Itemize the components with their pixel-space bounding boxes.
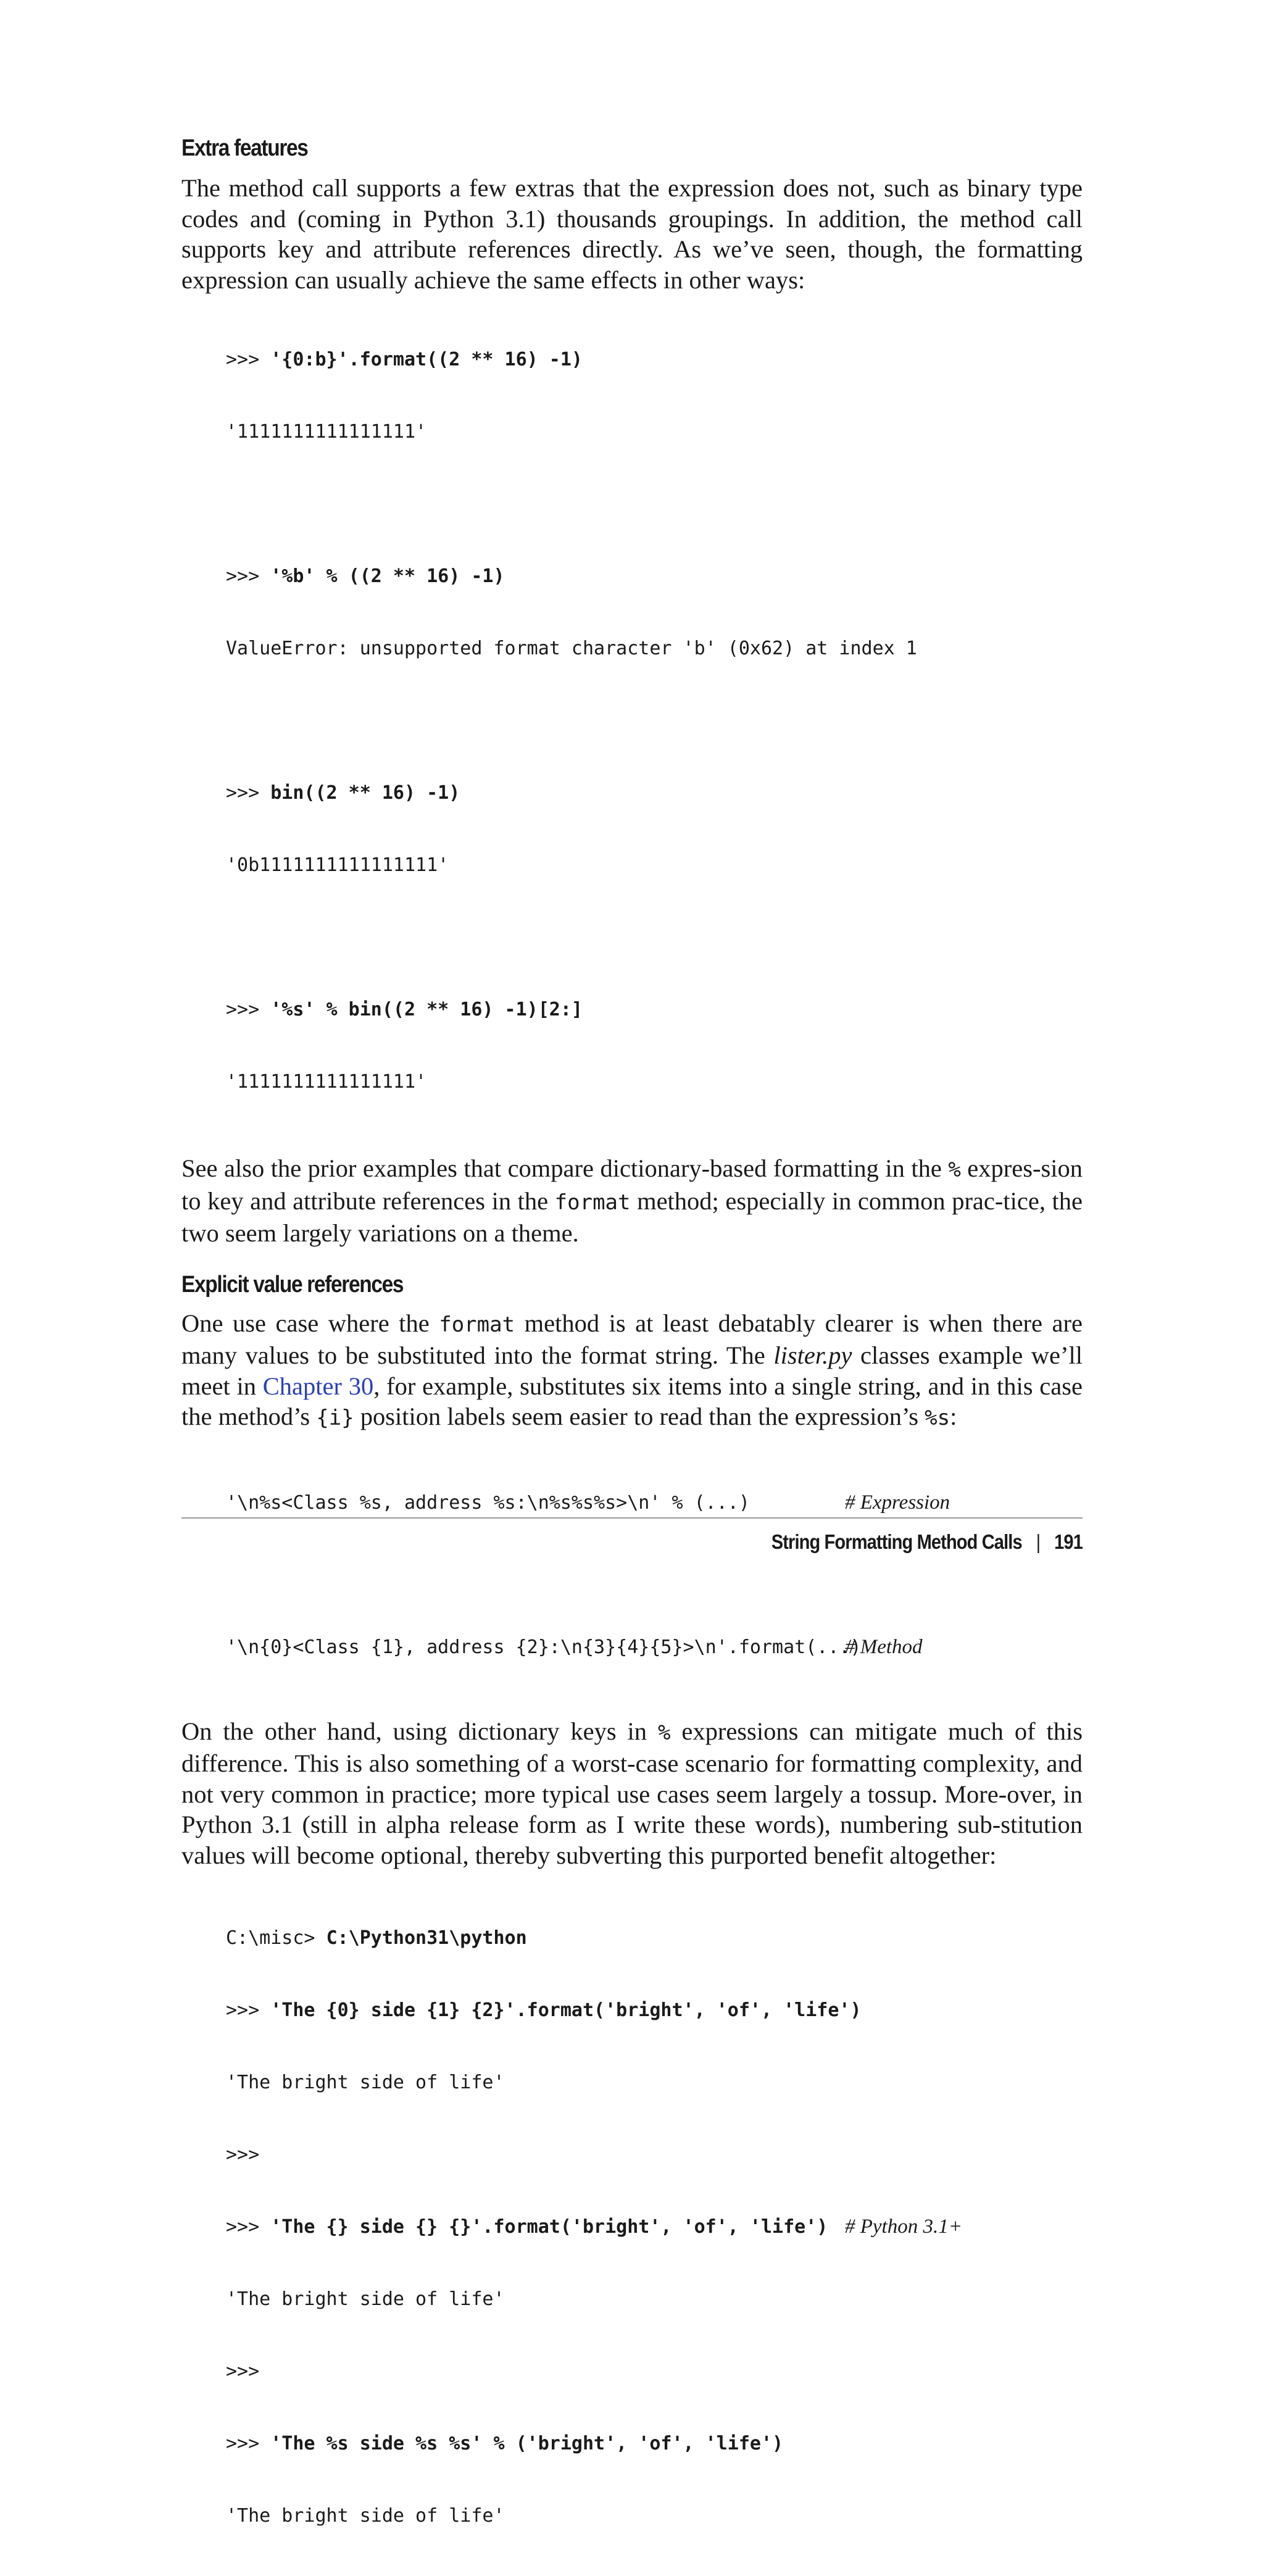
footer-divider: [181, 1517, 1083, 1519]
code-input: 'The {0} side {1} {2}'.format('bright', 'of', 'life'): [270, 1999, 862, 2021]
inline-code: %s: [925, 1406, 950, 1430]
code-prompt: >>>: [226, 2433, 271, 2454]
code-input: '%b' % ((2 ** 16) -1): [270, 565, 505, 587]
code-line: [226, 348, 1083, 372]
code-line: [226, 781, 1083, 805]
code-line: [226, 998, 1083, 1022]
code-output: 'The bright side of life': [226, 2288, 505, 2310]
code-prompt: >>>: [226, 999, 271, 1020]
code-text: '\n%s<Class %s, address %s:\n%s%s%s>\n' % (...): [226, 1491, 750, 1514]
page-number: 191: [1054, 1530, 1083, 1553]
code-line: [226, 2215, 1083, 2239]
inline-code: %: [948, 1157, 961, 1182]
page-footer: [771, 1525, 1083, 1559]
text-run: The method call supports a few extras that the expression does not, such as binary type codes and (coming in Python 3.1) thousands groupings. In addition, the method call supports key and attribute references directly. As we’ve seen, though, the formatting expression can usually achieve the same effects in other ways:: [181, 174, 1083, 294]
page-content: [181, 130, 1083, 2576]
code-prompt-line: >>>: [226, 2144, 260, 2165]
code-blank-line: [226, 709, 1083, 733]
text-run: :: [950, 1403, 957, 1430]
code-comment: # Expression: [845, 1491, 950, 1514]
code-blank-line: [226, 1563, 1083, 1587]
code-output: 'The bright side of life': [226, 2072, 505, 2093]
paragraph-dictionary-keys: [181, 1716, 1083, 1871]
text-run: classes example we’ll meet in: [181, 1341, 1083, 1400]
code-prompt: >>>: [226, 565, 271, 587]
code-prompt-line: >>>: [226, 2361, 260, 2382]
inline-code: {i}: [316, 1406, 354, 1430]
code-line: [226, 1998, 1083, 2022]
code-input: '{0:b}'.format((2 ** 16) -1): [270, 349, 583, 370]
text-run: expressions can mitigate much of this difference. This is also something of a worst-case scenario for formatting complexity, and not very common in practice; more typical use cases seem largely a tossup. More-over, in Python 3.1 (still in alpha release form as I write these words), numbering sub-stitution values will become optional, thereby subverting this purported benefit altogether:: [181, 1717, 1083, 1869]
text-run: method is at least debatably clearer is when there are many values to be substituted into the format string. The: [181, 1309, 1083, 1369]
paragraph-extra-features-followup: [181, 1153, 1083, 1249]
inline-code: %: [657, 1720, 671, 1745]
code-input: C:\Python31\python: [326, 1927, 527, 1949]
paragraph-explicit-references-intro: [181, 1308, 1083, 1434]
code-line: [226, 2432, 1083, 2456]
shell-prompt: C:\misc>: [226, 1927, 326, 1949]
code-comment: # Method: [845, 1635, 923, 1658]
footer-separator: |: [1036, 1530, 1041, 1553]
code-blank-line: [226, 925, 1083, 949]
code-prompt: >>>: [226, 349, 271, 370]
code-input: 'The %s side %s %s' % ('bright', 'of', 'life'): [270, 2433, 784, 2454]
code-text: '\n{0}<Class {1}, address {2}:\n{3}{4}{5}>\n'.format(...): [226, 1636, 862, 1658]
code-comment: # Python 3.1+: [845, 2215, 962, 2238]
text-run: , for example, substitutes six items into a single string, and in this case the method’s: [181, 1372, 1083, 1430]
code-output: ValueError: unsupported format character 'b' (0x62) at index 1: [226, 638, 917, 659]
paragraph-extra-features-intro: [181, 173, 1083, 295]
inline-code: format: [439, 1312, 515, 1337]
code-block-python31-session: [226, 1878, 1083, 2576]
code-line: [226, 1635, 1083, 1659]
code-prompt: >>>: [226, 2216, 271, 2238]
code-output: '1111111111111111': [226, 421, 427, 443]
text-run: See also the prior examples that compare dictionary-based formatting in the: [181, 1154, 949, 1182]
text-run: One use case where the: [181, 1309, 439, 1337]
code-block-binary-examples: [226, 299, 1083, 1142]
code-line: [226, 1926, 1083, 1950]
text-run: method; especially in common prac-tice, the two seem largely variations on a theme.: [181, 1186, 1083, 1247]
filename-italic: lister.py: [773, 1341, 852, 1369]
section-heading-explicit-value-references: Explicit value references: [181, 1271, 404, 1298]
running-footer-title: String Formatting Method Calls: [771, 1530, 1022, 1553]
text-run: position labels seem easier to read than the expression’s: [354, 1403, 925, 1430]
code-output: 'The bright side of life': [226, 2505, 505, 2527]
code-prompt: >>>: [226, 782, 271, 804]
code-output: '0b1111111111111111': [226, 854, 449, 876]
code-input: '%s' % bin((2 ** 16) -1)[2:]: [270, 999, 583, 1020]
code-input: 'The {} side {} {}'.format('bright', 'of', 'life'): [270, 2216, 828, 2238]
code-line: [226, 1491, 1083, 1515]
text-run: expres-sion to key and attribute references in the: [181, 1154, 1083, 1215]
code-output: '1111111111111111': [226, 1071, 427, 1093]
section-heading-extra-features: Extra features: [181, 135, 308, 161]
text-run: On the other hand, using dictionary keys in: [181, 1717, 658, 1745]
code-line: [226, 564, 1083, 588]
code-block-format-comparison: [226, 1443, 1083, 1707]
code-blank-line: [226, 492, 1083, 516]
code-input: bin((2 ** 16) -1): [270, 782, 460, 804]
inline-code: format: [554, 1190, 631, 1215]
code-prompt: >>>: [226, 1999, 271, 2021]
chapter-link[interactable]: Chapter 30: [262, 1372, 374, 1400]
